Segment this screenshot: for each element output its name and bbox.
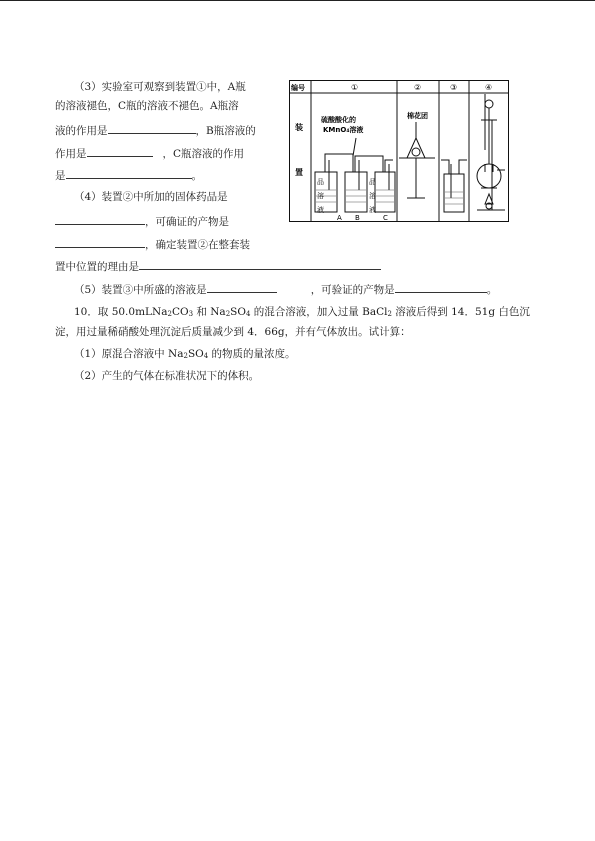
page-top-rule (0, 0, 595, 1)
q10-line1: 10．取 $50.0mLNa_2CO_3$ 和 $Na_2SO_4$ 的混合溶液，加入过量 BaCl$_2$ 溶液后得到 14．51g 白色沉 (74, 306, 530, 318)
q9-p3-line5: 是 。 (55, 167, 202, 183)
bottle-label-pin-right-3: 液 (369, 206, 376, 214)
answer-blank-solution-3[interactable] (207, 281, 277, 293)
q9-p4-line1: （4）装置②中所加的固体药品是 (74, 191, 228, 203)
q9-p3-line2: 的溶液褪色，C瓶的溶液不褪色。A瓶溶 (55, 100, 239, 112)
bottle-letter-a: A (337, 214, 342, 222)
bottle-label-pin-left-1: 品 (317, 178, 324, 186)
q9-p3-line3: 液的作用是 ，B瓶溶液的 (55, 122, 256, 138)
q9-p4-line2: ，可确证的产物是 (55, 213, 229, 229)
q9-p4-line3: ，确定装置②在整套装 (55, 236, 250, 252)
q9-p3-line1: （3）实验室可观察到装置①中，A瓶 (74, 81, 246, 93)
drying-tube (399, 122, 435, 198)
q10-sub2: （2）产生的气体在标准状况下的体积。 (74, 370, 260, 382)
figure-num-4: ④ (485, 83, 493, 92)
q9-p5-line: （5）装置③中所盛的溶液是 ，可验证的产物是 。 (74, 281, 497, 297)
answer-blank-c-role[interactable] (66, 167, 192, 179)
bottle-label-pin-left-3: 液 (317, 206, 324, 214)
generator-flask (477, 94, 505, 210)
bottle-label-pin-right-2: 溶 (369, 192, 376, 200)
q10-line2: 淀，用过量稀硝酸处理沉淀后质量减少到 4．66g，并有气体放出。试计算： (55, 326, 411, 338)
answer-blank-position-reason[interactable] (139, 258, 381, 270)
figure-frame (290, 81, 509, 222)
cotton-label: 棉花团 (407, 112, 428, 120)
bottle-label-pin-right-1: 品 (369, 178, 376, 186)
answer-blank-product-2[interactable] (55, 236, 145, 248)
reagent-label-line1: 硫酸酸化的 (321, 116, 356, 124)
figure-header-label: 编号 (291, 84, 305, 92)
reagent-label-line2: KMnO₄溶液 (323, 126, 364, 134)
answer-blank-b-role[interactable] (87, 145, 153, 157)
figure-num-1: ① (351, 83, 359, 92)
apparatus-diagram (289, 80, 509, 222)
wash-bottle-c (375, 172, 395, 212)
figure-row-label-top: 装 (295, 123, 303, 132)
q10-sub1: （1）原混合溶液中 $Na_2SO_4$ 的物质的量浓度。 (74, 348, 296, 360)
answer-blank-product-3[interactable] (395, 281, 487, 293)
q9-p3-line4: 作用是 ，C瓶溶液的作用 (55, 145, 244, 161)
figure-num-2: ② (414, 83, 422, 92)
bottle-liquid-lines (316, 190, 394, 202)
bottle-label-pin-left-2: 溶 (317, 192, 324, 200)
bottle-letter-b: B (355, 214, 360, 222)
answer-blank-solid-reagent[interactable] (55, 213, 145, 225)
q9-p4-line4: 置中位置的理由是 (55, 258, 381, 274)
figure-num-3: ③ (450, 83, 458, 92)
wash-bottle-b (345, 172, 367, 212)
wash-bottles (315, 138, 395, 212)
answer-blank-a-role[interactable] (108, 122, 196, 134)
bottle-letter-c: C (383, 214, 388, 222)
figure-row-label-bottom: 置 (295, 168, 303, 177)
